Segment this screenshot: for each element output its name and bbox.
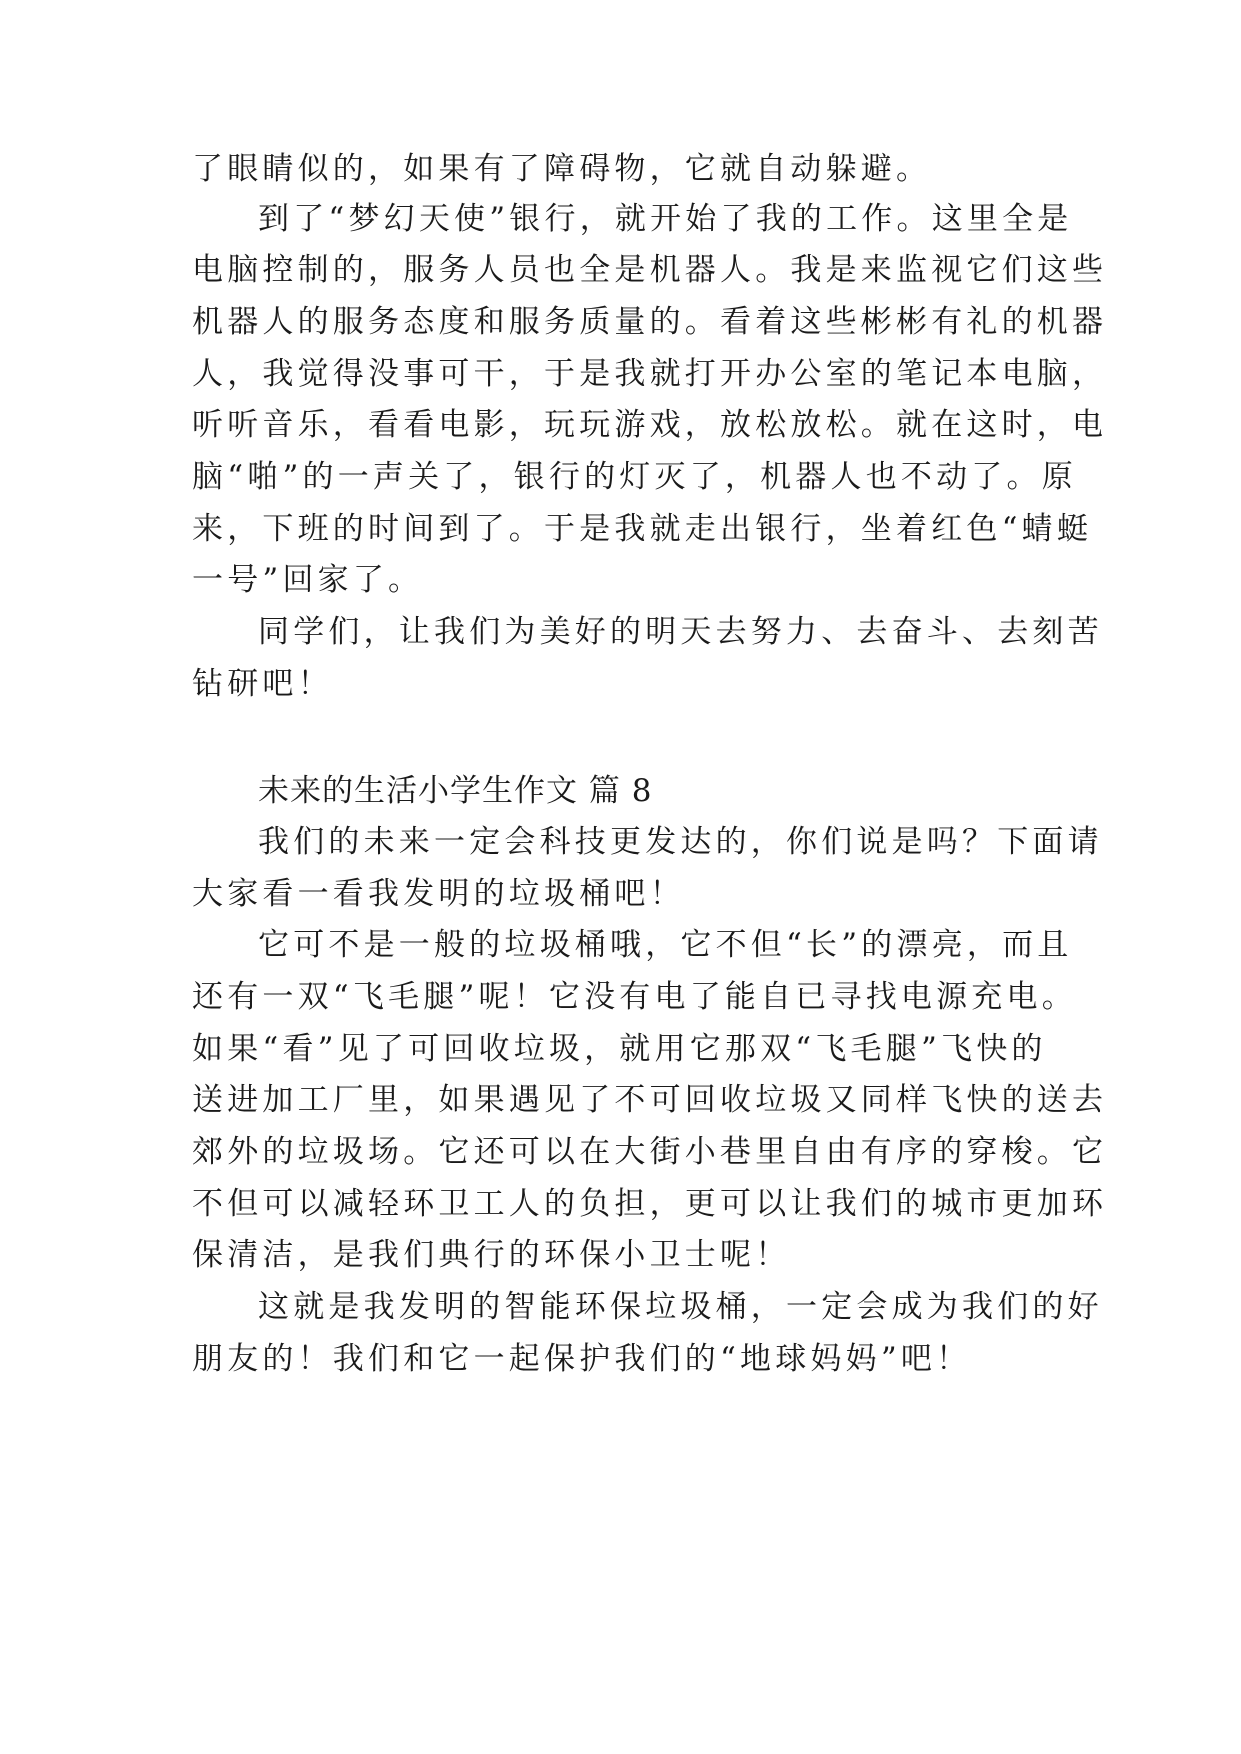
text-line: 一号”回家了。 — [192, 562, 424, 598]
text-line: 听听音乐，看看电影，玩玩游戏，放松放松。就在这时，电 — [192, 407, 1108, 443]
text-line: 来，下班的时间到了。于是我就走出银行，坐着红色“蜻蜓 — [192, 511, 1093, 547]
text-line: 人，我觉得没事可干，于是我就打开办公室的笔记本电脑， — [192, 356, 1108, 392]
text-line: 电脑控制的，服务人员也全是机器人。我是来监视它们这些 — [192, 252, 1108, 288]
paragraph-start-line: 它可不是一般的垃圾桶哦，它不但“长”的漂亮，而且 — [258, 927, 1073, 963]
paragraph-start-line: 到了“梦幻天使”银行，就开始了我的工作。这里全是 — [258, 201, 1073, 237]
text-line: 保清洁，是我们典行的环保小卫士呢！ — [192, 1237, 791, 1273]
text-line: 不但可以减轻环卫工人的负担，更可以让我们的城市更加环 — [192, 1186, 1108, 1222]
paragraph-start-line: 同学们，让我们为美好的明天去努力、去奋斗、去刻苦 — [258, 614, 1103, 650]
text-line: 了眼睛似的，如果有了障碍物，它就自动躲避。 — [192, 151, 932, 187]
text-line: 钻研吧！ — [192, 666, 333, 702]
text-line: 还有一双“飞毛腿”呢！它没有电了能自已寻找电源充电。 — [192, 979, 1077, 1015]
paragraph-start-line: 这就是我发明的智能环保垃圾桶，一定会成为我们的好 — [258, 1289, 1103, 1325]
text-line: 脑“啪”的一声关了，银行的灯灭了，机器人也不动了。原 — [192, 459, 1077, 495]
paragraph-start-line: 我们的未来一定会科技更发达的，你们说是吗？下面请 — [258, 824, 1103, 860]
text-line: 机器人的服务态度和服务质量的。看着这些彬彬有礼的机器 — [192, 304, 1108, 340]
section-heading: 未来的生活小学生作文 篇 8 — [258, 773, 653, 809]
text-line: 大家看一看我发明的垃圾桶吧！ — [192, 876, 685, 912]
text-line: 如果“看”见了可回收垃圾，就用它那双“飞毛腿”飞快的 — [192, 1031, 1047, 1067]
text-line: 送进加工厂里，如果遇见了不可回收垃圾又同样飞快的送去 — [192, 1082, 1108, 1118]
text-line: 郊外的垃圾场。它还可以在大街小巷里自由有序的穿梭。它 — [192, 1134, 1108, 1170]
text-line: 朋友的！我们和它一起保护我们的“地球妈妈”吧！ — [192, 1341, 972, 1377]
